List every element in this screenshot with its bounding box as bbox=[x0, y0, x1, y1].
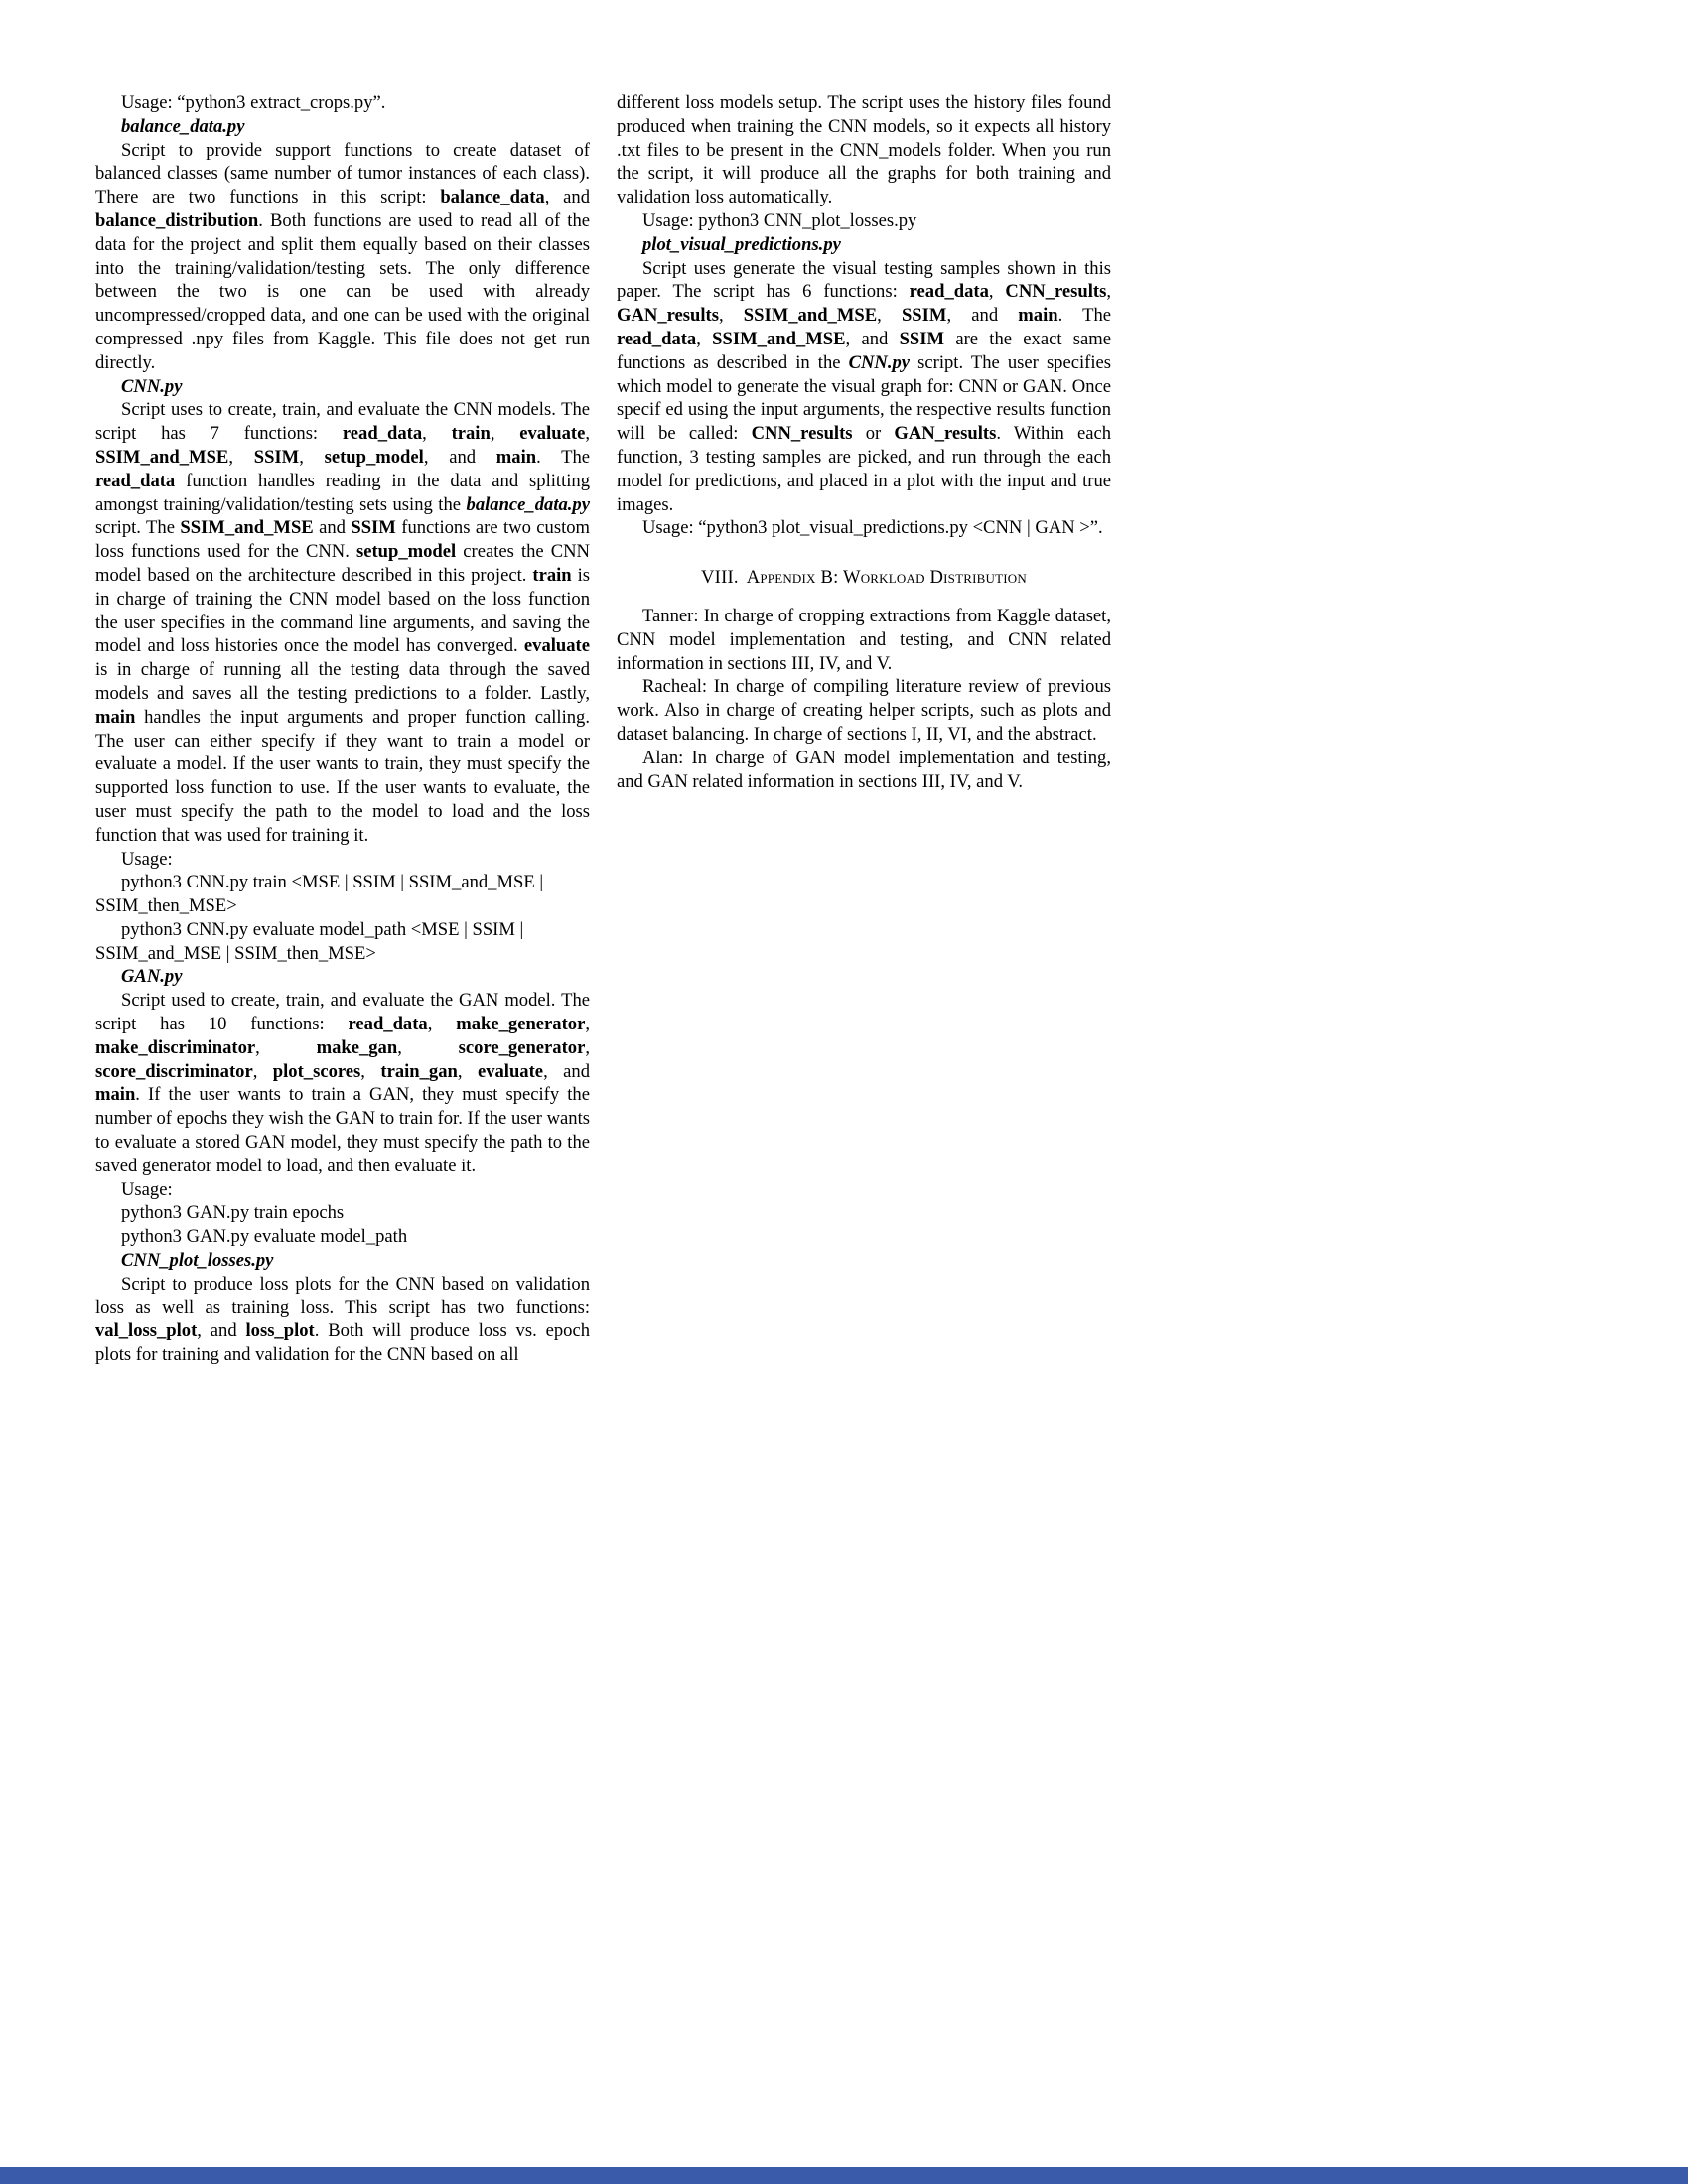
function-heading: CNN_plot_losses.py bbox=[121, 1250, 274, 1272]
paragraph: Racheal: In charge of compiling literature review of previous work. Also in charge of creating helper scripts, such as plots and dataset balancing. In charge of sections I, II, VI, and the abstract. bbox=[617, 676, 1111, 745]
paragraph: Script to provide support functions to create dataset of balanced classes (same number of tumor instances of each class). There are two functions in this script: balance_data, and balance_distribution. Both functions are used to read all of the data for the project and split them equally based on their classes into the training/validation/testing sets. The only difference between the two is one can be used with already uncompressed/cropped data, and one can be used with the original compressed .npy files from Kaggle. This file does not get run directly. bbox=[95, 139, 590, 373]
command-line: python3 CNN.py evaluate model_path <MSE | SSIM | SSIM_and_MSE | SSIM_then_MSE> bbox=[95, 918, 524, 964]
right-column bbox=[617, 91, 1111, 1367]
function-heading: GAN.py bbox=[121, 966, 183, 988]
paragraph: Script used to create, train, and evaluate the GAN model. The script has 10 functions: read_data, make_generator, make_discriminator, make_gan, score_generator, score_discriminator, plot_scores, train_gan, evaluate, and main. If the user wants to train a GAN, they must specify the number of epochs they wish the GAN to train for. If the user wants to evaluate a stored GAN model, they must specify the path to the saved generator model to load, and then evaluate it. bbox=[95, 990, 591, 1176]
section-title: Appendix B: Workload Distribution bbox=[746, 567, 1027, 589]
paragraph: Usage: “python3 extract_crops.py”. bbox=[121, 92, 386, 113]
paragraph: Script uses to create, train, and evaluate the CNN models. The script has 7 functions: read_data, train, evaluate, SSIM_and_MSE, SSIM, setup_model, and main. The read_data function handles reading in the data and splitting amongst training/validation/testing sets using the balance_data.py script. The SSIM_and_MSE and SSIM functions are two custom loss functions used for the CNN. setup_model creates the CNN model based on the architecture described in this project. train is in charge of training the CNN model based on the loss function the user specifies in the command line arguments, and saving the model and loss histories once the model has converged. evaluate is in charge of running all the testing data through the saved models and saves all the testing predictions to a folder. Lastly, main handles the input arguments and proper function calling. The user can either specify if they want to train a model or evaluate a model. If the user wants to train, they must specify the supported loss function to use. If the user wants to evaluate, the user must specify the path to the model to load and the loss function that was used for training it. bbox=[95, 399, 591, 846]
paragraph: Alan: In charge of GAN model implementation and testing, and GAN related information in sections III, IV, and V. bbox=[617, 747, 1111, 792]
paragraph: Script to produce loss plots for the CNN based on validation loss as well as training loss. This script has two functions: val_loss_plot, and loss_plot. Both will produce loss vs. epoch plots for training and validation for the CNN based on all bbox=[95, 1273, 590, 1366]
paragraph: Script uses generate the visual testing samples shown in this paper. The script has 6 functions: read_data, CNN_results, GAN_results, SSIM_and_MSE, SSIM, and main. The read_data, SSIM_and_MSE, and SSIM are the exact same functions as described in the CNN.py script. The user specifies which model to generate the visual graph for: CNN or GAN. Once specif ed using the input arguments, the respective results function will be called: CNN_results or GAN_results. Within each function, 3 testing samples are picked, and run through the each model for predictions, and placed in a plot with the input and true images. bbox=[617, 257, 1112, 515]
command-line: Usage: python3 CNN_plot_losses.py bbox=[642, 209, 917, 231]
section-heading bbox=[617, 566, 1111, 590]
function-heading: CNN.py bbox=[121, 375, 183, 397]
command-line: Usage: bbox=[121, 1178, 173, 1200]
function-heading: balance_data.py bbox=[121, 115, 245, 137]
paragraph: Tanner: In charge of cropping extractions from Kaggle dataset, CNN model implementation and testing, and CNN related information in sections III, IV, and V. bbox=[617, 605, 1111, 674]
section-number: VIII. bbox=[701, 567, 739, 589]
command-line: python3 CNN.py train <MSE | SSIM | SSIM_and_MSE | SSIM_then_MSE> bbox=[95, 872, 544, 917]
text-columns bbox=[95, 91, 1112, 1367]
command-line: Usage: bbox=[121, 848, 173, 870]
command-line: Usage: “python3 plot_visual_predictions.py <CNN | GAN >”. bbox=[642, 517, 1103, 539]
function-heading: plot_visual_predictions.py bbox=[642, 233, 841, 255]
paragraph: different loss models setup. The script uses the history files found produced when training the CNN models, so it expects all history .txt files to be present in the CNN_models folder. When you run the script, it will produce all the graphs for both training and validation loss automatically. bbox=[617, 92, 1111, 208]
command-line: python3 GAN.py train epochs bbox=[121, 1202, 345, 1224]
bottom-bar bbox=[0, 2167, 1688, 2184]
paper-page bbox=[95, 91, 1112, 1367]
left-column bbox=[95, 91, 590, 1367]
command-line: python3 GAN.py evaluate model_path bbox=[121, 1226, 408, 1248]
